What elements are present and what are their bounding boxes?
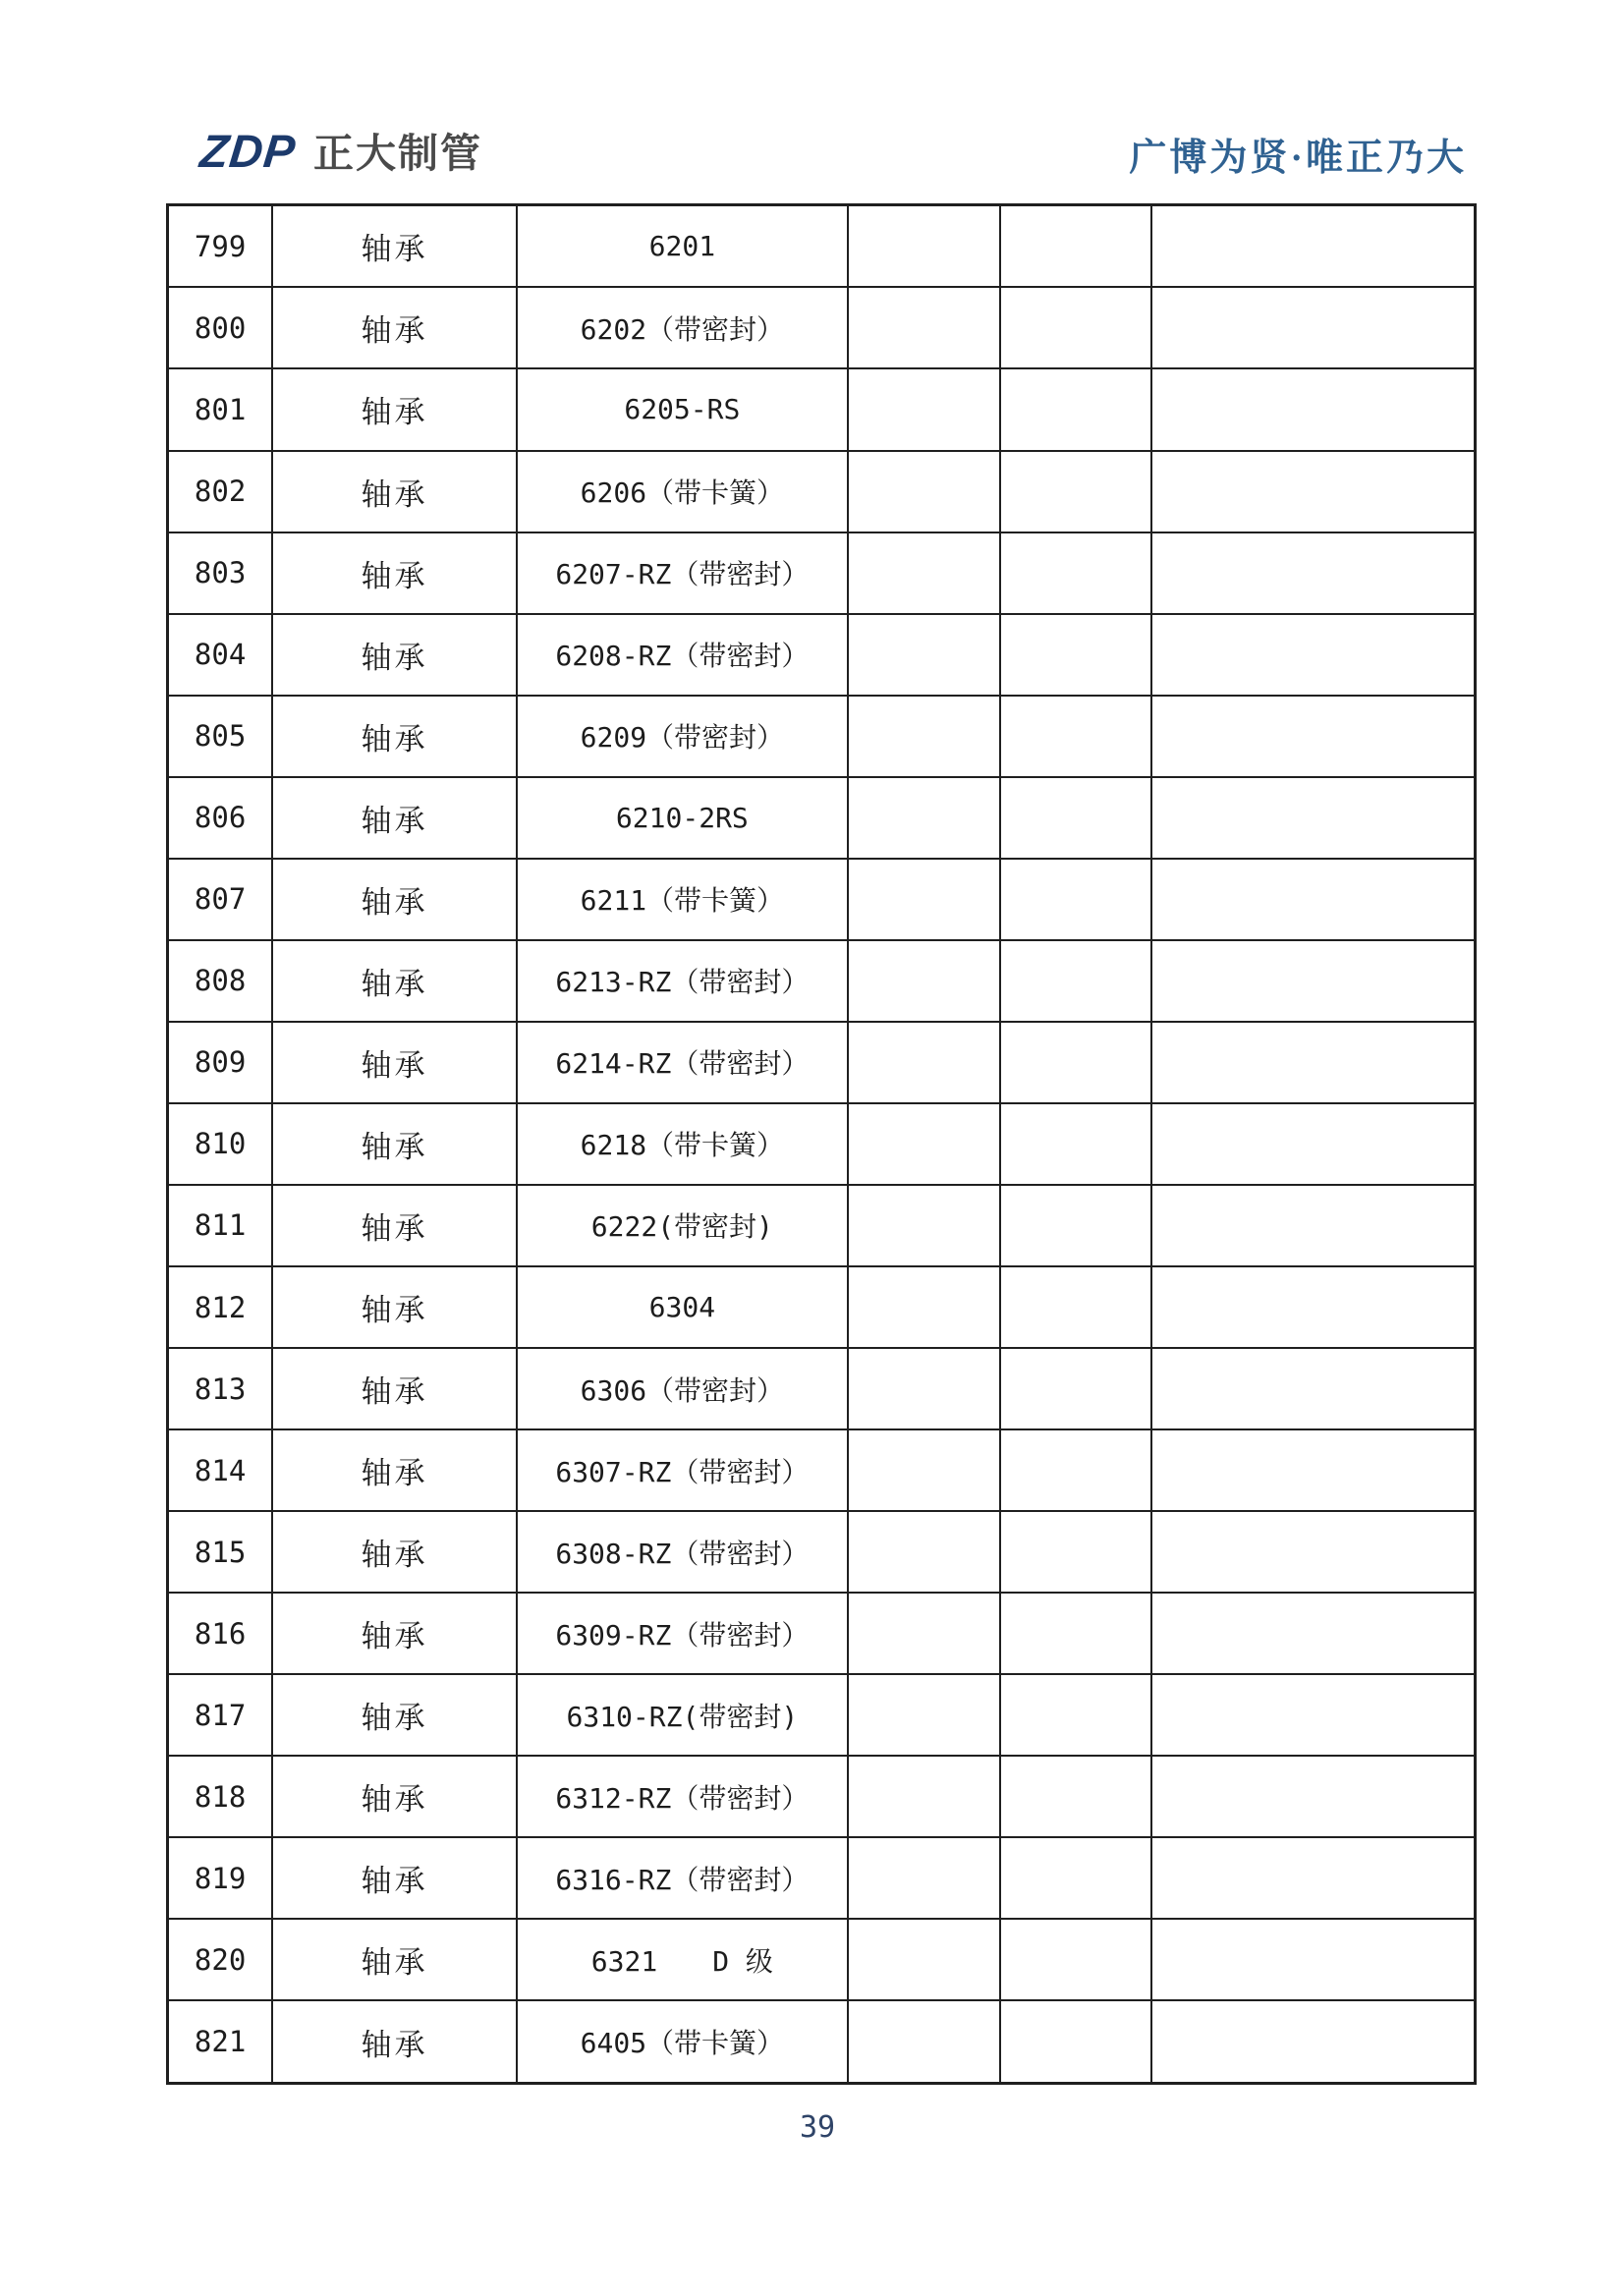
- empty-cell: [1151, 1511, 1475, 1593]
- model-spec-cell: 6304: [517, 1266, 848, 1348]
- empty-cell: [1151, 1837, 1475, 1919]
- empty-cell: [848, 1837, 1000, 1919]
- item-name-cell: 轴承: [272, 1919, 516, 2000]
- empty-cell: [1000, 1511, 1152, 1593]
- empty-cell: [1000, 696, 1152, 777]
- item-name-cell: 轴承: [272, 1022, 516, 1103]
- empty-cell: [848, 1511, 1000, 1593]
- empty-cell: [1000, 205, 1152, 288]
- empty-cell: [848, 2000, 1000, 2083]
- table-row: [168, 1348, 1476, 1429]
- item-name-cell: 轴承: [272, 532, 516, 614]
- empty-cell: [1000, 940, 1152, 1022]
- model-spec-cell: 6316-RZ（带密封）: [517, 1837, 848, 1919]
- empty-cell: [1151, 205, 1475, 288]
- model-spec-cell: 6205-RS: [517, 368, 848, 450]
- row-number-cell: 821: [168, 2000, 273, 2083]
- empty-cell: [848, 1185, 1000, 1266]
- row-number-cell: 818: [168, 1756, 273, 1837]
- item-name-cell: 轴承: [272, 696, 516, 777]
- model-spec-cell: 6312-RZ（带密封）: [517, 1756, 848, 1837]
- row-number-cell: 809: [168, 1022, 273, 1103]
- table-row: [168, 1756, 1476, 1837]
- empty-cell: [848, 1429, 1000, 1511]
- empty-cell: [1151, 451, 1475, 532]
- row-number-cell: 807: [168, 859, 273, 940]
- empty-cell: [848, 859, 1000, 940]
- model-spec-cell: 6209（带密封）: [517, 696, 848, 777]
- item-name-cell: 轴承: [272, 368, 516, 450]
- item-name-cell: 轴承: [272, 1348, 516, 1429]
- empty-cell: [1151, 859, 1475, 940]
- model-spec-cell: 6306（带密封）: [517, 1348, 848, 1429]
- model-spec-cell: 6405（带卡簧）: [517, 2000, 848, 2083]
- empty-cell: [1151, 777, 1475, 859]
- model-spec-cell: 6218（带卡簧）: [517, 1103, 848, 1185]
- empty-cell: [1151, 1348, 1475, 1429]
- empty-cell: [1000, 1022, 1152, 1103]
- empty-cell: [1000, 532, 1152, 614]
- model-spec-cell: 6309-RZ（带密封）: [517, 1593, 848, 1674]
- model-spec-cell: 6214-RZ（带密封）: [517, 1022, 848, 1103]
- model-spec-cell: 6307-RZ（带密封）: [517, 1429, 848, 1511]
- empty-cell: [1000, 1756, 1152, 1837]
- item-name-cell: 轴承: [272, 2000, 516, 2083]
- empty-cell: [1151, 2000, 1475, 2083]
- row-number-cell: 817: [168, 1674, 273, 1756]
- model-spec-cell: 6207-RZ（带密封）: [517, 532, 848, 614]
- item-name-cell: 轴承: [272, 1756, 516, 1837]
- row-number-cell: 815: [168, 1511, 273, 1593]
- table-row: [168, 614, 1476, 696]
- row-number-cell: 804: [168, 614, 273, 696]
- empty-cell: [1151, 1103, 1475, 1185]
- empty-cell: [848, 1919, 1000, 2000]
- empty-cell: [1151, 1266, 1475, 1348]
- model-spec-cell: 6222(带密封): [517, 1185, 848, 1266]
- model-spec-cell: 6206（带卡簧）: [517, 451, 848, 532]
- item-name-cell: 轴承: [272, 1429, 516, 1511]
- row-number-cell: 802: [168, 451, 273, 532]
- model-spec-cell: 6201: [517, 205, 848, 288]
- table-row: [168, 1266, 1476, 1348]
- empty-cell: [1000, 1103, 1152, 1185]
- empty-cell: [848, 1593, 1000, 1674]
- model-spec-cell: 6321 D 级: [517, 1919, 848, 2000]
- empty-cell: [1151, 940, 1475, 1022]
- row-number-cell: 801: [168, 368, 273, 450]
- empty-cell: [1000, 451, 1152, 532]
- row-number-cell: 816: [168, 1593, 273, 1674]
- item-name-cell: 轴承: [272, 777, 516, 859]
- item-name-cell: 轴承: [272, 1674, 516, 1756]
- model-spec-cell: 6208-RZ（带密封）: [517, 614, 848, 696]
- parts-table: [166, 203, 1477, 2085]
- zdp-logo-text: ZDP: [197, 125, 299, 177]
- empty-cell: [1151, 614, 1475, 696]
- empty-cell: [1151, 1674, 1475, 1756]
- empty-cell: [1000, 1919, 1152, 2000]
- table-row: [168, 532, 1476, 614]
- item-name-cell: 轴承: [272, 1593, 516, 1674]
- empty-cell: [848, 1103, 1000, 1185]
- row-number-cell: 812: [168, 1266, 273, 1348]
- empty-cell: [848, 532, 1000, 614]
- empty-cell: [848, 1674, 1000, 1756]
- header-motto: 广博为贤·唯正乃大: [1129, 138, 1467, 179]
- empty-cell: [1000, 2000, 1152, 2083]
- empty-cell: [848, 614, 1000, 696]
- row-number-cell: 808: [168, 940, 273, 1022]
- table-row: [168, 1674, 1476, 1756]
- empty-cell: [1151, 1022, 1475, 1103]
- empty-cell: [1151, 1756, 1475, 1837]
- empty-cell: [848, 696, 1000, 777]
- empty-cell: [848, 1266, 1000, 1348]
- empty-cell: [1000, 1185, 1152, 1266]
- model-spec-cell: 6202（带密封）: [517, 287, 848, 368]
- row-number-cell: 800: [168, 287, 273, 368]
- empty-cell: [1000, 1837, 1152, 1919]
- company-name: 正大制管: [313, 131, 482, 176]
- table-row: [168, 1022, 1476, 1103]
- empty-cell: [848, 287, 1000, 368]
- row-number-cell: 810: [168, 1103, 273, 1185]
- empty-cell: [1000, 614, 1152, 696]
- page-number: 39: [799, 2110, 836, 2145]
- row-number-cell: 820: [168, 1919, 273, 2000]
- empty-cell: [1151, 287, 1475, 368]
- empty-cell: [1000, 368, 1152, 450]
- table-row: [168, 1185, 1476, 1266]
- empty-cell: [1000, 859, 1152, 940]
- item-name-cell: 轴承: [272, 205, 516, 288]
- row-number-cell: 813: [168, 1348, 273, 1429]
- empty-cell: [1000, 1348, 1152, 1429]
- table-row: [168, 940, 1476, 1022]
- row-number-cell: 811: [168, 1185, 273, 1266]
- empty-cell: [1151, 368, 1475, 450]
- empty-cell: [848, 1348, 1000, 1429]
- table-row: [168, 1511, 1476, 1593]
- table-row: [168, 2000, 1476, 2083]
- model-spec-cell: 6211（带卡簧）: [517, 859, 848, 940]
- item-name-cell: 轴承: [272, 451, 516, 532]
- table-row: [168, 1103, 1476, 1185]
- row-number-cell: 803: [168, 532, 273, 614]
- row-number-cell: 799: [168, 205, 273, 288]
- empty-cell: [1151, 532, 1475, 614]
- model-spec-cell: 6210-2RS: [517, 777, 848, 859]
- row-number-cell: 805: [168, 696, 273, 777]
- table-row: [168, 777, 1476, 859]
- empty-cell: [848, 940, 1000, 1022]
- item-name-cell: 轴承: [272, 287, 516, 368]
- table-row: [168, 205, 1476, 288]
- item-name-cell: 轴承: [272, 1103, 516, 1185]
- empty-cell: [848, 1756, 1000, 1837]
- item-name-cell: 轴承: [272, 1185, 516, 1266]
- model-spec-cell: 6310-RZ(带密封): [517, 1674, 848, 1756]
- empty-cell: [1000, 287, 1152, 368]
- company-logo: [197, 125, 482, 177]
- parts-table-body: [168, 205, 1476, 2084]
- empty-cell: [1151, 1185, 1475, 1266]
- empty-cell: [848, 451, 1000, 532]
- empty-cell: [848, 205, 1000, 288]
- row-number-cell: 806: [168, 777, 273, 859]
- table-row: [168, 368, 1476, 450]
- table-row: [168, 1593, 1476, 1674]
- table-row: [168, 287, 1476, 368]
- row-number-cell: 814: [168, 1429, 273, 1511]
- empty-cell: [1000, 1674, 1152, 1756]
- table-row: [168, 1919, 1476, 2000]
- empty-cell: [848, 368, 1000, 450]
- empty-cell: [1151, 1429, 1475, 1511]
- empty-cell: [1000, 1593, 1152, 1674]
- empty-cell: [848, 1022, 1000, 1103]
- empty-cell: [1151, 1919, 1475, 2000]
- table-row: [168, 1837, 1476, 1919]
- empty-cell: [1000, 1429, 1152, 1511]
- row-number-cell: 819: [168, 1837, 273, 1919]
- model-spec-cell: 6213-RZ（带密封）: [517, 940, 848, 1022]
- empty-cell: [1151, 1593, 1475, 1674]
- table-row: [168, 451, 1476, 532]
- empty-cell: [1000, 777, 1152, 859]
- table-row: [168, 696, 1476, 777]
- item-name-cell: 轴承: [272, 940, 516, 1022]
- empty-cell: [1151, 696, 1475, 777]
- item-name-cell: 轴承: [272, 1511, 516, 1593]
- item-name-cell: 轴承: [272, 1266, 516, 1348]
- item-name-cell: 轴承: [272, 1837, 516, 1919]
- empty-cell: [1000, 1266, 1152, 1348]
- table-row: [168, 859, 1476, 940]
- empty-cell: [848, 777, 1000, 859]
- item-name-cell: 轴承: [272, 859, 516, 940]
- model-spec-cell: 6308-RZ（带密封）: [517, 1511, 848, 1593]
- item-name-cell: 轴承: [272, 614, 516, 696]
- table-row: [168, 1429, 1476, 1511]
